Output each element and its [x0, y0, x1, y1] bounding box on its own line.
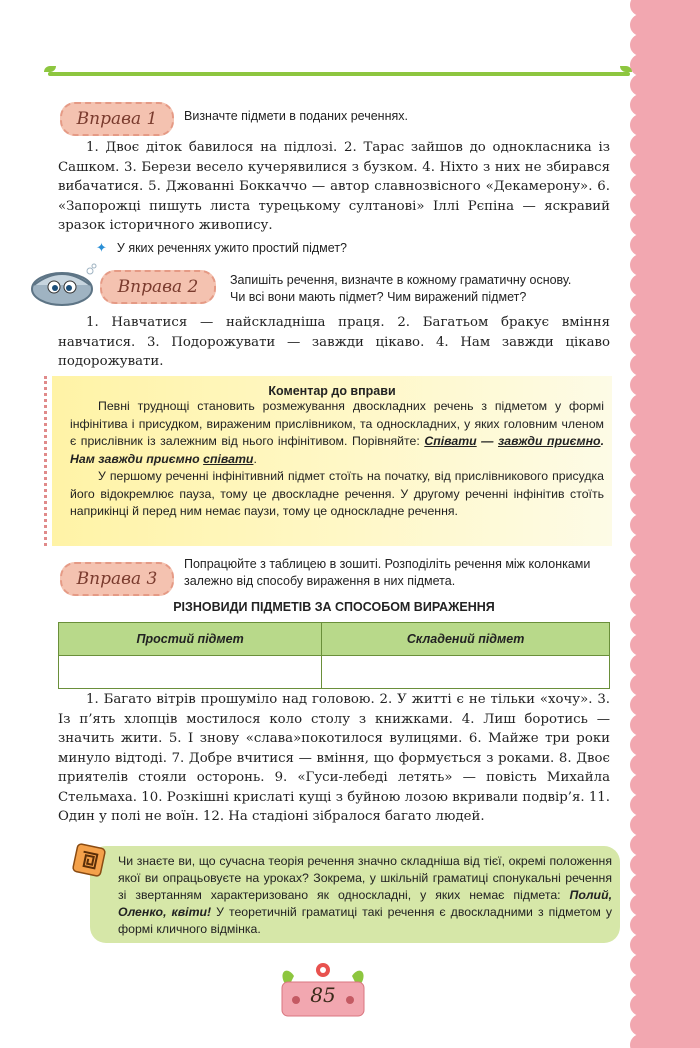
table-cell	[322, 656, 610, 689]
scallop-shape	[630, 94, 652, 116]
scallop-shape	[630, 494, 652, 516]
example-dash: —	[476, 434, 498, 448]
comment-title: Коментар до вправи	[268, 384, 396, 398]
spiral-icon	[72, 843, 106, 877]
scallop-shape	[630, 654, 652, 676]
scallop-shape	[630, 714, 652, 736]
column-header-simple: Простий підмет	[59, 623, 322, 656]
scallop-shape	[630, 874, 652, 896]
scallop-shape	[630, 114, 652, 136]
scalloped-border	[628, 0, 652, 1048]
scallop-shape	[630, 994, 652, 1016]
scallop-shape	[630, 434, 652, 456]
info-text-part: Чи знаєте ви, що сучасна теорія речення значно складніша від тієї, окремі положення якої ви опрацьовуєте на уроках? Зокрема, у шкільній граматиці спонукальні речення зі звертанням характеризовано як односкладні, у яких немає підмета:	[118, 854, 612, 902]
scallop-shape	[630, 134, 652, 156]
scallop-shape	[630, 174, 652, 196]
subject-types-table	[58, 622, 610, 689]
exercise-2-instruction	[230, 272, 610, 306]
exercise-2-text: 1. Навчатися — найскладніша праця. 2. Багатьом бракує вміння навчатися. 3. Подорожувати — завжди цікаво. 4. Нам завжди цікаво подорожувати.	[58, 315, 610, 369]
scallop-shape	[630, 794, 652, 816]
scallop-shape	[630, 774, 652, 796]
example-middle: . Нам завжди приємно	[70, 434, 604, 466]
exercise-3-instruction: Попрацюйте з таблицею в зошиті. Розподіліть речення між колонками залежно від способу вираження в них підмета.	[184, 557, 591, 588]
exercise-3-text: 1. Багато вітрів прошуміло над головою. 2. У житті є не тільки «хочу». 3. Із п’ять хлопців мостилося коло столу з книжками. 4. Лиш боротись — значить жити. 5. І знову «слава»покотилося вулицями. 6. Майже три роки минуло відтоді. 7. Добре вчитися — вміння, що формується з роками. 8. Двоє приятелів стояли осторонь. 9. «Гуси-лебеді летять» — повість Михайла Стельмаха. 10. Розкішні крислаті кущі з буйною лозою вкривали подвір’я. 11. Один у полі не воїн. 12. На стадіоні зібралося багато людей.	[58, 692, 610, 824]
scallop-shape	[630, 334, 652, 356]
scallop-shape	[630, 594, 652, 616]
scallop-shape	[630, 54, 652, 76]
scallop-shape	[630, 694, 652, 716]
question-text: У яких реченнях ужито простий підмет?	[116, 241, 347, 255]
instruction-line: Запишіть речення, визначте в кожному граматичну основу.	[230, 273, 572, 287]
comment-box	[52, 376, 612, 546]
scallop-shape	[630, 74, 652, 96]
scallop-shape	[630, 294, 652, 316]
exercise-1-badge: Вправа 1	[60, 102, 174, 136]
scallop-shape	[630, 454, 652, 476]
scallop-shape	[630, 514, 652, 536]
page-number: 85	[310, 983, 336, 1007]
exercise-2-badge: Вправа 2	[100, 270, 216, 304]
scallop-shape	[630, 574, 652, 596]
scallop-shape	[630, 1014, 652, 1036]
info-text	[118, 853, 612, 938]
exercise-3-badge: Вправа 3	[60, 562, 174, 596]
scallop-shape	[630, 974, 652, 996]
info-text-part: У теоретичній граматиці такі речення є двоскладними з підметом у формі кличного відмінка.	[118, 905, 612, 936]
table-cell	[59, 656, 322, 689]
info-example: Полий, Оленко, квіти!	[118, 888, 612, 919]
scallop-shape	[630, 754, 652, 776]
scallop-shape	[630, 954, 652, 976]
scallop-shape	[630, 414, 652, 436]
scallop-shape	[630, 614, 652, 636]
example-word: Співати	[424, 434, 477, 448]
exercise-1-instruction: Визначте підмети в поданих реченнях.	[184, 109, 408, 123]
scallop-shape	[630, 554, 652, 576]
scallop-shape	[630, 194, 652, 216]
table-title: РІЗНОВИДИ ПІДМЕТІВ ЗА СПОСОБОМ ВИРАЖЕННЯ	[173, 600, 495, 614]
scallop-shape	[630, 854, 652, 876]
scallop-shape	[630, 214, 652, 236]
scallop-shape	[630, 734, 652, 756]
clam-mascot-icon	[28, 263, 98, 307]
example-word: завжди приємно	[498, 434, 601, 448]
scallop-shape	[630, 474, 652, 496]
comment-paragraph-1: Певні труднощі становить розмежування двоскладних речень з підметом у формі інфінітива і присудком, вираженим прислівником, та односкладних, у яких головним членом є прислівник із залежним від нього інфінітивом. Порівняйте: Співати — завжди приємно. Нам завжди приємно співати.	[70, 399, 604, 466]
scallop-shape	[630, 234, 652, 256]
star-icon: ✦	[96, 240, 107, 255]
scallop-shape	[630, 394, 652, 416]
scallop-shape	[630, 374, 652, 396]
exercise-1-text: 1. Двоє діток бавилося на підлозі. 2. Тарас зайшов до однокласника із Сашком. 3. Берези весело кучерявилися з бузком. 4. Ніхто з них не збирався вибачатися. 5. Джованні Боккаччо — автор славнозвісного «Декамерону». 6. «Запорожці пишуть листа турецькому султанові» Іллі Рєпіна — яскравий зразок історичного живопису.	[58, 140, 610, 233]
instruction-line: Чи всі вони мають підмет? Чим виражений підмет?	[230, 290, 527, 304]
column-header-compound: Складений підмет	[322, 623, 610, 656]
scallop-shape	[630, 894, 652, 916]
scallop-shape	[630, 14, 652, 36]
scallop-shape	[630, 1034, 652, 1048]
scallop-shape	[630, 254, 652, 276]
scallop-shape	[630, 154, 652, 176]
scallop-shape	[630, 634, 652, 656]
scallop-shape	[630, 674, 652, 696]
exercise-1-question	[96, 240, 347, 256]
scallop-shape	[630, 834, 652, 856]
top-vine-divider	[48, 72, 630, 76]
comment-paragraph-2: У першому реченні інфінітивний підмет стоїть на початку, від прислівникового присудка його відокремлює пауза, тому це двоскладне речення. У другому реченні інфінітив стоїть наприкінці й перед ним немає паузи, тому це односкладне речення.	[70, 469, 604, 518]
scallop-shape	[630, 34, 652, 56]
scallop-shape	[630, 814, 652, 836]
scallop-shape	[630, 534, 652, 556]
comment-text: Певні труднощі становить розмежування двоскладних речень з підметом у формі інфінітива і присудком, вираженим прислівником, та односкладних, у яких головним членом є прислівник із залежним від нього інфінітивом. Порівняйте:	[70, 399, 604, 448]
scallop-shape	[630, 914, 652, 936]
scallop-shape	[630, 354, 652, 376]
scallop-shape	[630, 934, 652, 956]
example-word: співати	[203, 451, 254, 466]
scallop-shape	[630, 274, 652, 296]
scallop-shape	[630, 314, 652, 336]
